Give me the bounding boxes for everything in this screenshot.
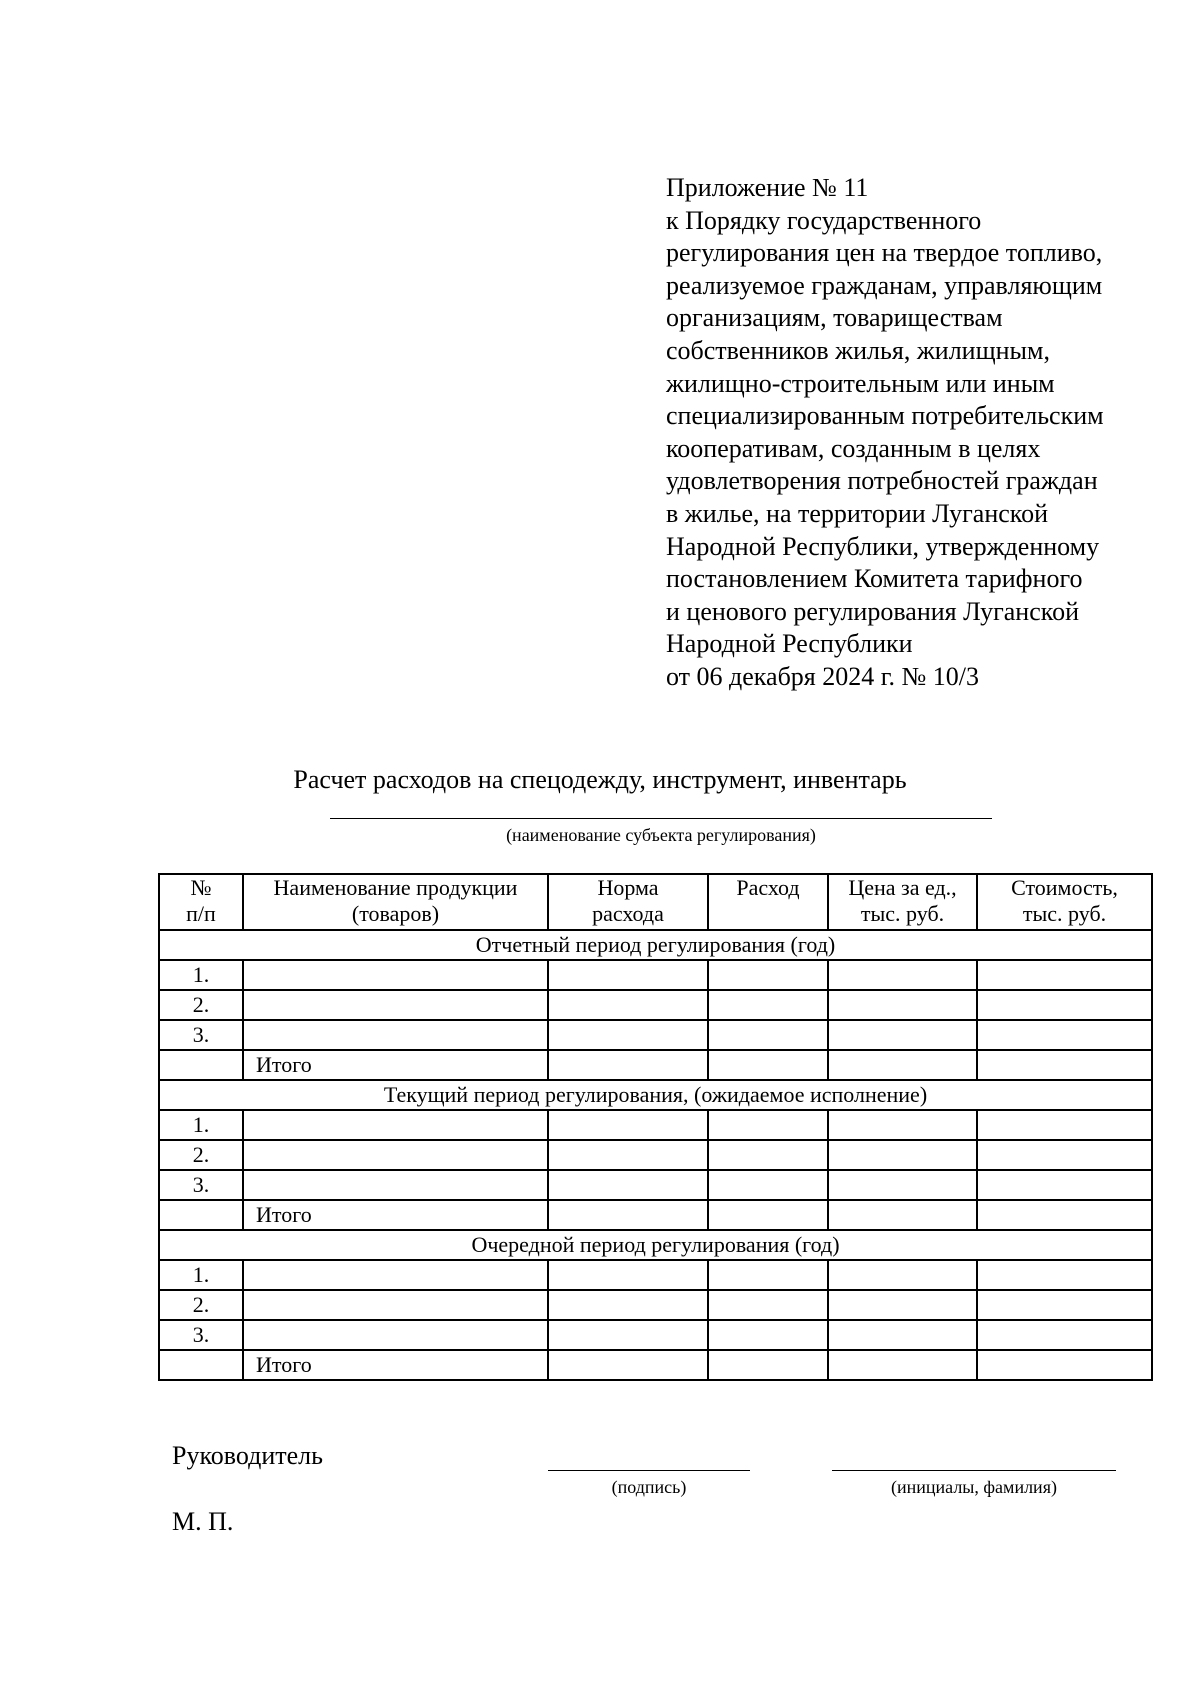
total-row [159, 1050, 1152, 1080]
empty-cell [708, 1050, 828, 1080]
table-row [159, 1020, 1152, 1050]
stamp-mark: М. П. [172, 1507, 234, 1536]
row-number: 1. [159, 1260, 243, 1290]
empty-cell [828, 1290, 977, 1320]
empty-cell [159, 1350, 243, 1380]
section-title-row [159, 1230, 1152, 1260]
empty-cell [548, 1290, 708, 1320]
empty-cell [977, 1320, 1152, 1350]
appendix-line: собственников жилья, жилищным, [666, 335, 1050, 365]
subject-name-line [330, 818, 992, 819]
empty-cell [828, 1260, 977, 1290]
empty-cell [548, 1110, 708, 1140]
empty-cell [708, 1260, 828, 1290]
empty-cell [977, 1290, 1152, 1320]
empty-cell [243, 1260, 548, 1290]
total-label: Итого [243, 1050, 548, 1080]
empty-cell [548, 1320, 708, 1350]
section-title-row [159, 930, 1152, 960]
table-header-row [159, 874, 1152, 930]
header-norm: Норма расхода [548, 874, 708, 930]
appendix-line: специализированным потребительским [666, 401, 1104, 431]
row-number: 3. [159, 1170, 243, 1200]
empty-cell [828, 1110, 977, 1140]
empty-cell [828, 1020, 977, 1050]
table-row [159, 1170, 1152, 1200]
appendix-line: Народной Республики, утвержденному [666, 531, 1100, 561]
empty-cell [548, 1200, 708, 1230]
total-row [159, 1200, 1152, 1230]
signature-caption: (подпись) [611, 1477, 687, 1497]
total-label: Итого [243, 1200, 548, 1230]
empty-cell [708, 1140, 828, 1170]
empty-cell [548, 1260, 708, 1290]
empty-cell [708, 1200, 828, 1230]
appendix-line: реализуемое гражданам, управляющим [666, 270, 1103, 300]
empty-cell [977, 1050, 1152, 1080]
empty-cell [243, 990, 548, 1020]
name-line [832, 1470, 1116, 1471]
empty-cell [243, 1320, 548, 1350]
table-row [159, 990, 1152, 1020]
empty-cell [828, 1170, 977, 1200]
appendix-line: Приложение № 11 [666, 173, 869, 202]
empty-cell [977, 1170, 1152, 1200]
empty-cell [977, 1200, 1152, 1230]
table-row [159, 1140, 1152, 1170]
appendix-line: Народной Республики [666, 629, 913, 659]
signature-line [548, 1470, 750, 1471]
empty-cell [977, 1110, 1152, 1140]
appendix-line: регулирования цен на твердое топливо, [666, 238, 1103, 268]
empty-cell [828, 960, 977, 990]
section-title: Очередной период регулирования (год) [159, 1230, 1152, 1260]
section-title: Текущий период регулирования, (ожидаемое исполнение) [159, 1080, 1152, 1110]
table-row [159, 960, 1152, 990]
appendix-line: кооперативам, созданным в целях [666, 433, 1041, 463]
appendix-block [666, 172, 1186, 694]
cost-table [158, 873, 1153, 1381]
appendix-line: к Порядку государственного [666, 205, 982, 235]
empty-cell [708, 1110, 828, 1140]
appendix-line: в жилье, на территории Луганской [666, 498, 1049, 528]
header-expense: Расход [708, 874, 828, 930]
document-title: Расчет расходов на спецодежду, инструмент, инвентарь [293, 765, 907, 794]
appendix-line: удовлетворения потребностей граждан [666, 466, 1098, 496]
row-number: 1. [159, 1110, 243, 1140]
empty-cell [708, 1320, 828, 1350]
appendix-line: организациям, товариществам [666, 303, 1003, 333]
appendix-line: постановлением Комитета тарифного [666, 564, 1083, 594]
empty-cell [708, 960, 828, 990]
empty-cell [977, 960, 1152, 990]
empty-cell [828, 1200, 977, 1230]
empty-cell [243, 960, 548, 990]
header-name: Наименование продукции (товаров) [243, 874, 548, 930]
appendix-line: жилищно-строительным или иным [666, 368, 1055, 398]
empty-cell [243, 1020, 548, 1050]
row-number: 2. [159, 990, 243, 1020]
row-number: 2. [159, 1290, 243, 1320]
empty-cell [243, 1290, 548, 1320]
empty-cell [548, 1350, 708, 1380]
empty-cell [828, 1350, 977, 1380]
appendix-line: и ценового регулирования Луганской [666, 596, 1079, 626]
table-row [159, 1260, 1152, 1290]
empty-cell [708, 1170, 828, 1200]
total-row [159, 1350, 1152, 1380]
subject-caption: (наименование субъекта регулирования) [506, 825, 816, 845]
empty-cell [243, 1110, 548, 1140]
table-row [159, 1290, 1152, 1320]
row-number: 3. [159, 1020, 243, 1050]
table-row [159, 1320, 1152, 1350]
empty-cell [708, 1350, 828, 1380]
empty-cell [548, 1170, 708, 1200]
appendix-line: от 06 декабря 2024 г. № 10/3 [666, 661, 980, 691]
empty-cell [828, 1140, 977, 1170]
empty-cell [708, 1290, 828, 1320]
empty-cell [708, 1020, 828, 1050]
name-caption: (инициалы, фамилия) [891, 1477, 1057, 1497]
empty-cell [708, 990, 828, 1020]
empty-cell [548, 960, 708, 990]
signatory-role: Руководитель [172, 1441, 323, 1470]
row-number: 3. [159, 1320, 243, 1350]
empty-cell [977, 1260, 1152, 1290]
total-label: Итого [243, 1350, 548, 1380]
empty-cell [159, 1200, 243, 1230]
row-number: 1. [159, 960, 243, 990]
empty-cell [548, 1050, 708, 1080]
header-num: № п/п [159, 874, 243, 930]
empty-cell [977, 990, 1152, 1020]
empty-cell [977, 1350, 1152, 1380]
header-price: Цена за ед., тыс. руб. [828, 874, 977, 930]
table-row [159, 1110, 1152, 1140]
section-title-row [159, 1080, 1152, 1110]
empty-cell [243, 1140, 548, 1170]
empty-cell [977, 1020, 1152, 1050]
empty-cell [548, 1020, 708, 1050]
row-number: 2. [159, 1140, 243, 1170]
empty-cell [828, 990, 977, 1020]
header-cost: Стоимость, тыс. руб. [977, 874, 1152, 930]
empty-cell [548, 1140, 708, 1170]
section-title: Отчетный период регулирования (год) [159, 930, 1152, 960]
empty-cell [977, 1140, 1152, 1170]
empty-cell [243, 1170, 548, 1200]
empty-cell [828, 1050, 977, 1080]
empty-cell [159, 1050, 243, 1080]
empty-cell [828, 1320, 977, 1350]
empty-cell [548, 990, 708, 1020]
